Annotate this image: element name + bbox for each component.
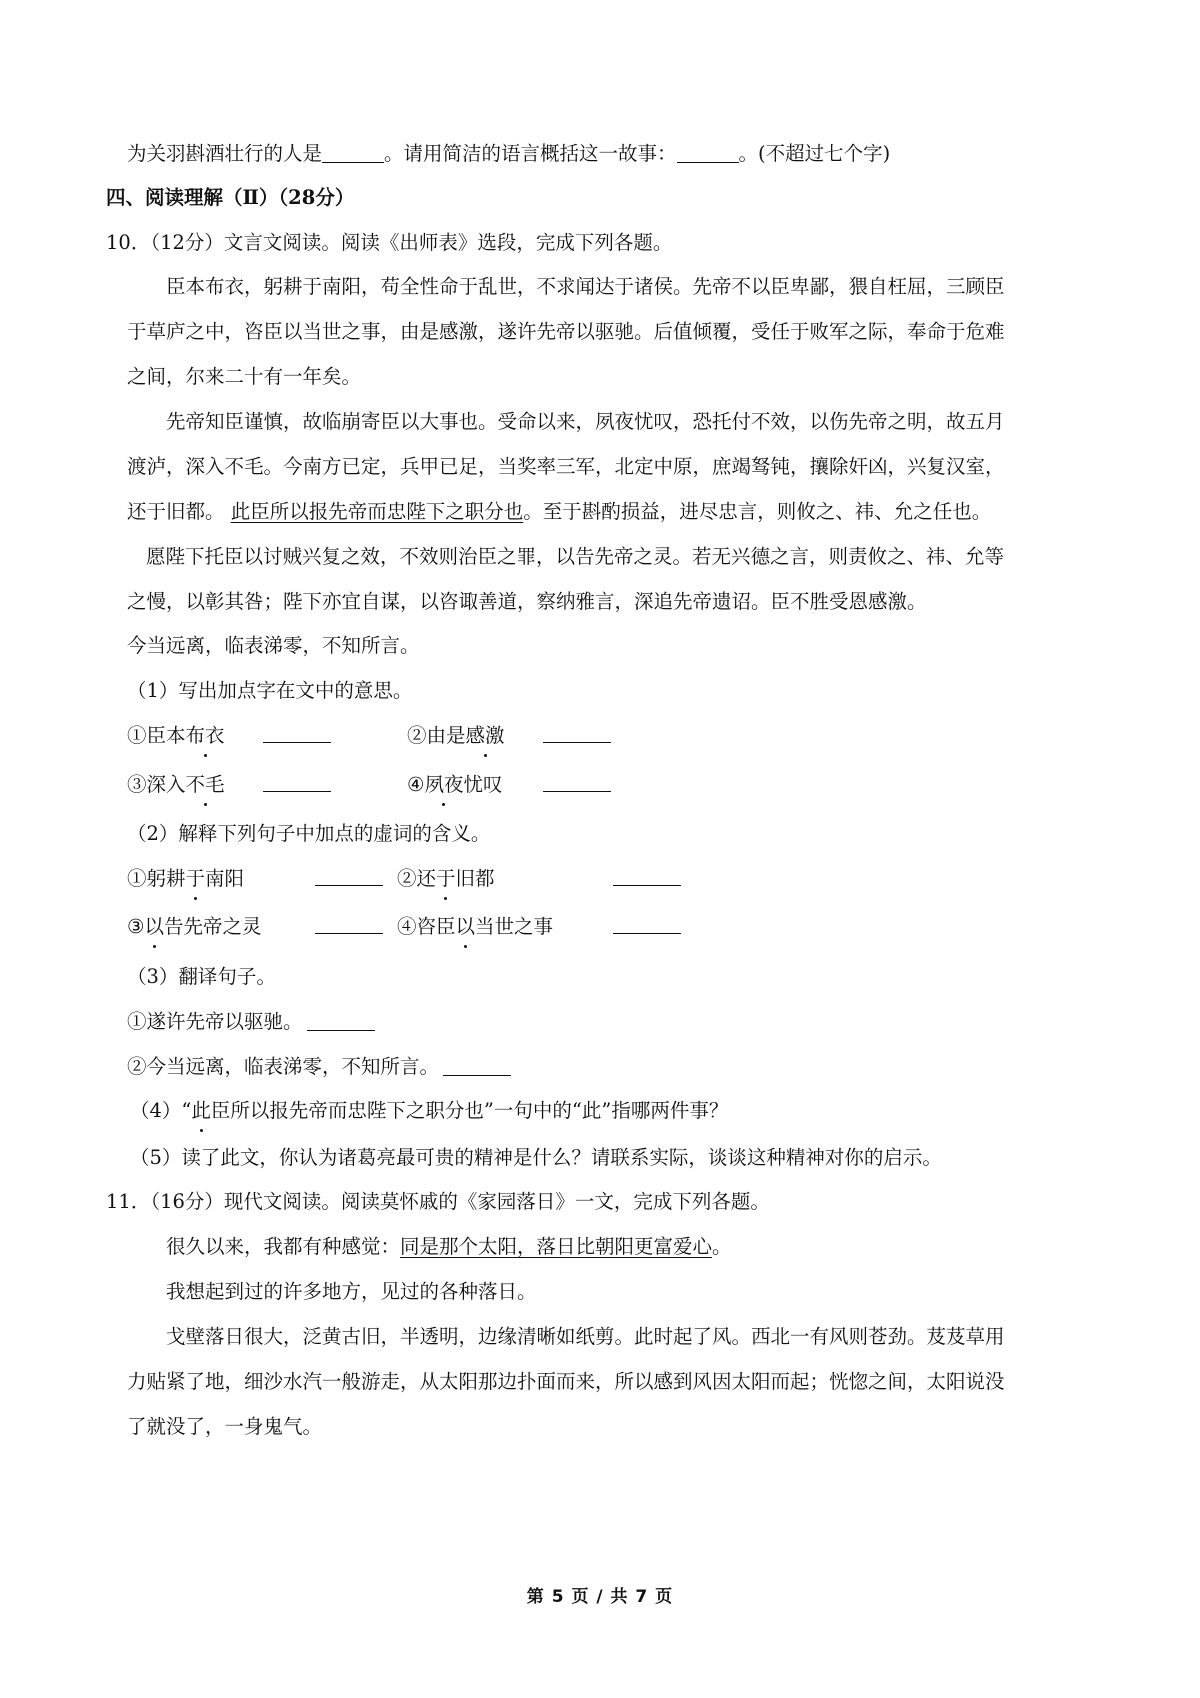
q11-p3-line1: 戈壁落日很大，泛黄古旧，半透明，边缘清晰如纸剪。此时起了风。西北一有风则苍劲。芨芨草用 — [166, 1325, 1005, 1348]
q9-text-a: 为关羽斟酒壮行的人是 — [127, 142, 323, 165]
q10-p2-line3 — [127, 498, 991, 526]
dotted-word: 此 — [191, 1097, 211, 1125]
sub1-row2 — [127, 771, 1027, 805]
q10-p2-text-a: 还于旧都。 — [127, 500, 231, 523]
sub2-item1: ①躬耕于南阳 — [127, 865, 244, 893]
q10-p3-line1: 愿陛下托臣以讨贼兴复之效，不效则治臣之罪，以告先帝之灵。若无兴德之言，则责攸之、祎、允等 — [146, 545, 1005, 568]
sub2-item4: ④咨臣以当世之事 — [397, 913, 553, 941]
sub1-item4: ④夙夜忧叹 — [407, 771, 503, 799]
q10-p2-text-b: 。至于斟酌损益，进尽忠言，则攸之、祎、允之任也。 — [523, 500, 992, 523]
answer-blank[interactable] — [315, 913, 383, 934]
sub5-question: （5）读了此文，你认为诸葛亮最可贵的精神是什么？请联系实际，谈谈这种精神对你的启示。 — [130, 1146, 942, 1169]
answer-blank[interactable] — [613, 913, 681, 934]
dotted-word: 于 — [436, 865, 456, 893]
sub2-item3: ③以告先帝之灵 — [127, 913, 262, 941]
sub1-item3: ③深入不毛 — [127, 771, 225, 799]
answer-blank[interactable] — [263, 771, 331, 792]
q11-p2: 我想起到过的许多地方，见过的各种落日。 — [166, 1280, 537, 1303]
answer-blank[interactable] — [263, 722, 331, 743]
dotted-word: 夙夜 — [424, 771, 463, 799]
sub1-row1 — [127, 722, 1027, 756]
q10-p2-line1: 先帝知臣谨慎，故临崩寄臣以大事也。受命以来，夙夜忧叹，恐托付不效，以伤先帝之明，故五月 — [166, 410, 1005, 433]
underlined-sentence: 此臣所以报先帝而忠陛下之职分也 — [230, 500, 524, 523]
underlined-sentence: 同是那个太阳，落日比朝阳更富爱心 — [400, 1235, 713, 1258]
q10-header: 10．（12分）文言文阅读。阅读《出师表》选段，完成下列各题。 — [106, 231, 673, 254]
dotted-word: 以 — [144, 913, 164, 941]
sub3-s1 — [127, 1008, 375, 1036]
q11-p1: 很久以来，我都有种感觉：同是那个太阳，落日比朝阳更富爱心。 — [166, 1235, 732, 1258]
answer-blank[interactable] — [315, 865, 383, 886]
q11-p3-line3: 了就没了，一身鬼气。 — [127, 1415, 323, 1438]
section-title: 四、阅读理解（Ⅱ）（28分） — [106, 186, 355, 209]
dotted-word: 布衣 — [186, 722, 225, 750]
answer-blank[interactable] — [613, 865, 681, 886]
q10-p1-line3: 之间，尔来二十有一年矣。 — [127, 365, 362, 388]
dotted-word: 不毛 — [186, 771, 225, 799]
answer-blank[interactable] — [543, 771, 611, 792]
sub2-row1 — [127, 865, 1027, 899]
q10-p1-line1: 臣本布衣，躬耕于南阳，苟全性命于乱世，不求闻达于诸侯。先帝不以臣卑鄙，猥自枉屈，三顾臣 — [166, 275, 1005, 298]
page-number: 第 5 页 / 共 7 页 — [526, 1587, 674, 1607]
q11-p3-line2: 力贴紧了地，细沙水汽一般游走，从太阳那边扑面而来，所以感到风因太阳而起；恍惚之间，太阳说没 — [127, 1370, 1005, 1393]
q11-header: 11．（16分）现代文阅读。阅读莫怀戚的《家园落日》一文，完成下列各题。 — [106, 1190, 770, 1213]
q10-p1-line2: 于草庐之中，咨臣以当世之事，由是感激，遂许先帝以驱驰。后值倾覆，受任于败军之际，奉命于危难 — [127, 320, 1005, 343]
answer-blank[interactable] — [322, 142, 384, 163]
sub1-item2: ②由是感激 — [407, 722, 505, 750]
q9-text-c: 。(不超过七个字) — [738, 142, 891, 165]
answer-blank[interactable] — [677, 142, 739, 163]
sub3-s2 — [127, 1053, 511, 1081]
sub1-item1: ①臣本布衣 — [127, 722, 225, 750]
sub2-row2 — [127, 913, 1027, 947]
q9-tail-line — [127, 140, 890, 168]
dotted-word: 以 — [456, 913, 476, 941]
sub4-question: （4）“此臣所以报先帝而忠陛下之职分也”一句中的“此”指哪两件事？ — [130, 1097, 728, 1125]
q10-p3-line2: 之慢，以彰其咎；陛下亦宜自谋，以咨诹善道，察纳雅言，深追先帝遗诏。臣不胜受恩感激。 — [127, 590, 927, 613]
q10-p2-line2: 渡泸，深入不毛。今南方已定，兵甲已足，当奖率三军，北定中原，庶竭驽钝，攘除奸凶，兴复汉室， — [127, 455, 1005, 478]
dotted-word: 感激 — [466, 722, 505, 750]
answer-blank[interactable] — [543, 722, 611, 743]
sub1-prompt: （1）写出加点字在文中的意思。 — [127, 679, 413, 702]
q10-p3-line3: 今当远离，临表涕零，不知所言。 — [127, 634, 420, 657]
sub2-prompt: （2）解释下列句子中加点的虚词的含义。 — [127, 822, 491, 845]
sub3-s1-text: ①遂许先帝以驱驰。 — [127, 1010, 303, 1033]
sub3-prompt: （3）翻译句子。 — [127, 965, 276, 988]
q9-text-b: 。请用简洁的语言概括这一故事： — [384, 142, 677, 165]
sub2-item2: ②还于旧都 — [397, 865, 495, 893]
sub3-s2-text: ②今当远离，临表涕零，不知所言。 — [127, 1055, 440, 1078]
dotted-word: 于 — [186, 865, 206, 893]
answer-blank[interactable] — [307, 1010, 375, 1031]
answer-blank[interactable] — [443, 1055, 511, 1076]
